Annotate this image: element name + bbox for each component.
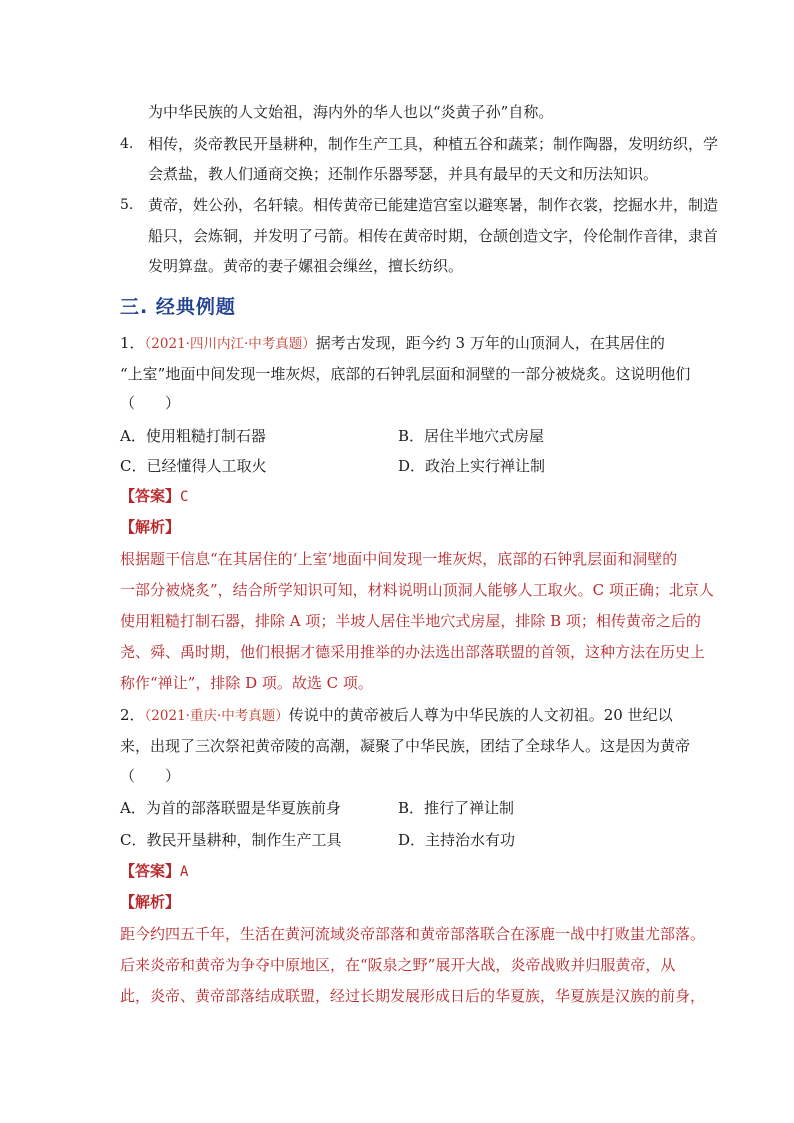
question-2-option-a: A．为首的部落联盟是华夏族前身 bbox=[120, 799, 341, 817]
question-2-answer bbox=[120, 861, 188, 882]
question-1-analysis-line-3: 使用粗糙打制石器，排除 A 项；半坡人居住半地穴式房屋，排除 B 项；相传黄帝之后的 bbox=[120, 612, 701, 630]
question-1-analysis-line-2: 一部分被烧炙”，结合所学知识可知，材料说明山顶洞人能够人工取火。C 项正确；北京人 bbox=[120, 581, 714, 599]
question-2-stem-start: 传说中的黄帝被后人尊为中华民族的人文初祖。20 世纪以 bbox=[288, 706, 673, 724]
question-1-analysis-label: 【解析】 bbox=[120, 518, 181, 536]
question-1-stem-start: 据考古发现，距今约 3 万年的山顶洞人，在其居住的 bbox=[315, 334, 665, 352]
question-1-source: （2021·四川内江·中考真题） bbox=[144, 336, 316, 352]
question-2-answer-label: 【答案】 bbox=[120, 862, 181, 880]
question-2-option-b: B．推行了禅让制 bbox=[398, 799, 515, 817]
question-2-paren: （ ） bbox=[120, 767, 181, 785]
question-1-analysis-line-4: 尧、舜、禹时期，他们根据才德采用推举的办法选出部落联盟的首领，这种方法在历史上 bbox=[120, 643, 706, 661]
question-1-answer-label: 【答案】 bbox=[120, 487, 181, 505]
question-1-option-c: C．已经懂得人工取火 bbox=[120, 457, 267, 475]
question-1-stem-line-2: “上室”地面中间发现一堆灰烬，底部的石钟乳层面和洞壁的一部分被烧炙。这说明他们 bbox=[120, 365, 691, 383]
item-5-line-2: 船只，会炼铜，并发明了弓箭。相传在黄帝时期，仓颉创造文字，伶伦制作音律，隶首 bbox=[148, 227, 719, 245]
item-5-line-1: 黄帝，姓公孙，名轩辕。相传黄帝已能建造宫室以避寒暑，制作衣裳，挖掘水井，制造 bbox=[148, 196, 719, 214]
question-1-answer bbox=[120, 486, 188, 507]
item-4-number: 4. bbox=[120, 136, 134, 152]
item-4-line-2: 会煮盐，教人们通商交换；还制作乐器琴瑟，并具有最早的天文和历法知识。 bbox=[148, 165, 659, 183]
question-1-option-d: D．政治上实行禅让制 bbox=[398, 457, 546, 475]
item-5-number: 5. bbox=[120, 197, 134, 213]
item-5-line-3: 发明算盘。黄帝的妻子嫘祖会缫丝，擅长纺织。 bbox=[148, 257, 464, 275]
intro-tail-text: 为中华民族的人文始祖，海内外的华人也以“炎黄子孙”自称。 bbox=[148, 103, 554, 121]
question-2-option-d: D．主持治水有功 bbox=[398, 831, 516, 849]
question-2-stem-line-1 bbox=[120, 705, 673, 726]
question-1-option-b: B．居住半地穴式房屋 bbox=[398, 427, 545, 445]
question-2-analysis-label: 【解析】 bbox=[120, 893, 181, 911]
question-2-answer-value: A bbox=[180, 864, 189, 880]
question-2-analysis-line-2: 后来炎帝和黄帝为争夺中原地区，在“阪泉之野”展开大战，炎帝战败并归服黄帝，从 bbox=[120, 956, 676, 974]
question-2-stem-line-2: 来，出现了三次祭祀黄帝陵的高潮，凝聚了中华民族，团结了全球华人。这是因为黄帝 bbox=[120, 737, 691, 755]
question-1-paren: （ ） bbox=[120, 394, 181, 412]
item-4-line-1: 相传，炎帝教民开垦耕种，制作生产工具，种植五谷和蔬菜；制作陶器，发明纺织，学 bbox=[148, 135, 719, 153]
question-1-option-a: A．使用粗糙打制石器 bbox=[120, 427, 266, 445]
question-2-analysis-line-1: 距今约四五千年，生活在黄河流域炎帝部落和黄帝部落联合在涿鹿一战中打败蚩尤部落。 bbox=[120, 925, 706, 943]
question-2-number: 2． bbox=[120, 706, 145, 724]
question-1-answer-value: C bbox=[180, 489, 189, 505]
question-2-source: （2021·重庆·中考真题） bbox=[144, 708, 289, 724]
section-title: 三. 经典例题 bbox=[120, 296, 236, 318]
question-2-analysis-line-3: 此，炎帝、黄帝部落结成联盟，经过长期发展形成日后的华夏族，华夏族是汉族的前身， bbox=[120, 987, 706, 1005]
question-1-analysis-line-5: 称作“禅让”，排除 D 项。故选 C 项。 bbox=[120, 674, 373, 692]
question-1-number: 1． bbox=[120, 334, 145, 352]
question-1-analysis-line-1: 根据题干信息“在其居住的‘上室’地面中间发现一堆灰烬，底部的石钟乳层面和洞壁的 bbox=[120, 550, 678, 568]
question-1-stem-line-1 bbox=[120, 333, 665, 354]
question-2-option-c: C．教民开垦耕种，制作生产工具 bbox=[120, 831, 342, 849]
